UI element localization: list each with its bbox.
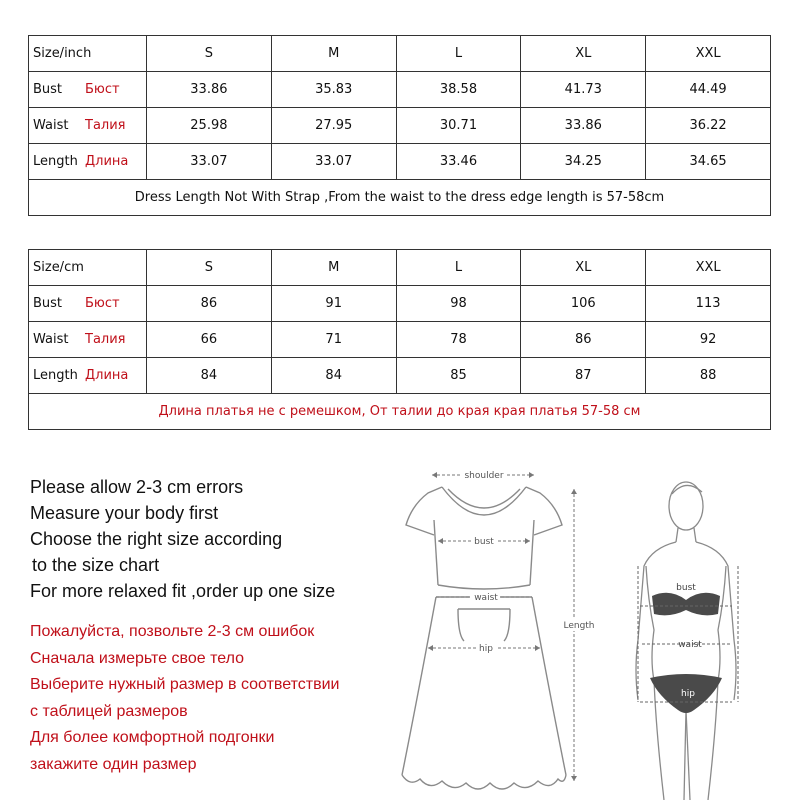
- table-cell: 33.86: [521, 108, 646, 144]
- table-header-cell: L: [396, 36, 521, 72]
- dress-label-hip: hip: [479, 644, 493, 654]
- dress-label-length: Length: [563, 621, 595, 631]
- table-header-row: [29, 36, 771, 72]
- body-label-hip: hip: [681, 689, 695, 699]
- row-label-ru: Длина: [85, 368, 129, 383]
- table-cell: 85: [396, 358, 521, 394]
- body-label-waist: waist: [678, 640, 702, 650]
- table-row: [29, 322, 771, 358]
- table-row: [29, 286, 771, 322]
- tip-line: Choose the right size according: [30, 529, 283, 549]
- measurement-tips-en: [30, 474, 335, 604]
- size-table-inch: [28, 35, 771, 216]
- row-label: [29, 108, 147, 144]
- table-cell: 33.07: [271, 144, 396, 180]
- row-label-ru: Бюст: [85, 296, 120, 311]
- table-cell: 44.49: [646, 72, 771, 108]
- row-label-ru: Талия: [85, 332, 126, 347]
- row-label-ru: Длина: [85, 154, 129, 169]
- row-label-en: Bust: [33, 82, 63, 97]
- table-cell: 30.71: [396, 108, 521, 144]
- table-row: [29, 108, 771, 144]
- table-note-row: [29, 394, 771, 430]
- table-cell: 66: [147, 322, 272, 358]
- table-header-cell: XXL: [646, 36, 771, 72]
- table-cell: 78: [396, 322, 521, 358]
- table-header-cell: M: [271, 250, 396, 286]
- row-label: [29, 358, 147, 394]
- row-label: [29, 286, 147, 322]
- body-label-bust: bust: [676, 583, 696, 593]
- table-cell: 87: [521, 358, 646, 394]
- table-cell: 86: [147, 286, 272, 322]
- table-header-cell: S: [147, 36, 272, 72]
- table-cell: 34.25: [521, 144, 646, 180]
- body-measurement-diagram: [620, 470, 780, 800]
- table-row: [29, 72, 771, 108]
- row-label-en: Length: [33, 368, 78, 383]
- table-cell: 35.83: [271, 72, 396, 108]
- row-label-en: Length: [33, 154, 78, 169]
- table-header-cell: Size/cm: [29, 250, 147, 286]
- tip-line: с таблицей размеров: [30, 702, 188, 720]
- table-header-cell: XXL: [646, 250, 771, 286]
- tip-line: Пожалуйста, позвольте 2-3 см ошибок: [30, 623, 315, 640]
- table-header-cell: XL: [521, 36, 646, 72]
- tip-line: For more relaxed fit ,order up one size: [30, 581, 336, 601]
- table-cell: 25.98: [147, 108, 272, 144]
- tip-line: Сначала измерьте свое тело: [30, 649, 244, 667]
- dress-label-shoulder: shoulder: [464, 471, 504, 481]
- table-header-cell: S: [147, 250, 272, 286]
- size-table-cm: [28, 249, 771, 430]
- table-cell: 71: [271, 322, 396, 358]
- table-cell: 84: [147, 358, 272, 394]
- table-cell: 38.58: [396, 72, 521, 108]
- table-row: [29, 144, 771, 180]
- row-label-ru: Бюст: [85, 82, 120, 97]
- table-cell: 33.86: [147, 72, 272, 108]
- table-cell: 33.46: [396, 144, 521, 180]
- dress-label-bust: bust: [474, 537, 494, 547]
- table-cell: 33.07: [147, 144, 272, 180]
- tip-line: Please allow 2-3 cm errors: [30, 477, 244, 497]
- row-label-ru: Талия: [85, 118, 126, 133]
- dress-label-waist: waist: [474, 593, 498, 603]
- table-cell: 98: [396, 286, 521, 322]
- row-label: [29, 72, 147, 108]
- table-header-cell: M: [271, 36, 396, 72]
- table-note: Dress Length Not With Strap ,From the waist to the dress edge length is 57-58cm: [29, 180, 771, 216]
- tip-line: to the size chart: [32, 555, 160, 575]
- table-cell: 41.73: [521, 72, 646, 108]
- table-header-row: [29, 250, 771, 286]
- tip-line: Для более комфортной подгонки: [30, 729, 275, 746]
- table-cell: 113: [646, 286, 771, 322]
- row-label: [29, 144, 147, 180]
- row-label-en: Waist: [33, 332, 69, 347]
- table-note: Длина платья не с ремешком, От талии до края края платья 57-58 см: [29, 394, 771, 430]
- row-label: [29, 322, 147, 358]
- table-cell: 91: [271, 286, 396, 322]
- row-label-en: Bust: [33, 296, 63, 311]
- table-header-cell: L: [396, 250, 521, 286]
- table-cell: 34.65: [646, 144, 771, 180]
- table-cell: 27.95: [271, 108, 396, 144]
- table-cell: 84: [271, 358, 396, 394]
- table-cell: 92: [646, 322, 771, 358]
- table-cell: 36.22: [646, 108, 771, 144]
- tip-line: Выберите нужный размер в соответствии: [30, 676, 340, 693]
- table-header-cell: XL: [521, 250, 646, 286]
- tip-line: Measure your body first: [30, 503, 219, 523]
- row-label-en: Waist: [33, 118, 69, 133]
- table-row: [29, 358, 771, 394]
- table-cell: 106: [521, 286, 646, 322]
- tip-line: закажите один размер: [30, 755, 197, 773]
- table-note-row: [29, 180, 771, 216]
- dress-measurement-diagram: [398, 465, 608, 800]
- table-header-cell: Size/inch: [29, 36, 147, 72]
- table-cell: 88: [646, 358, 771, 394]
- measurement-tips-ru: [30, 619, 339, 778]
- table-cell: 86: [521, 322, 646, 358]
